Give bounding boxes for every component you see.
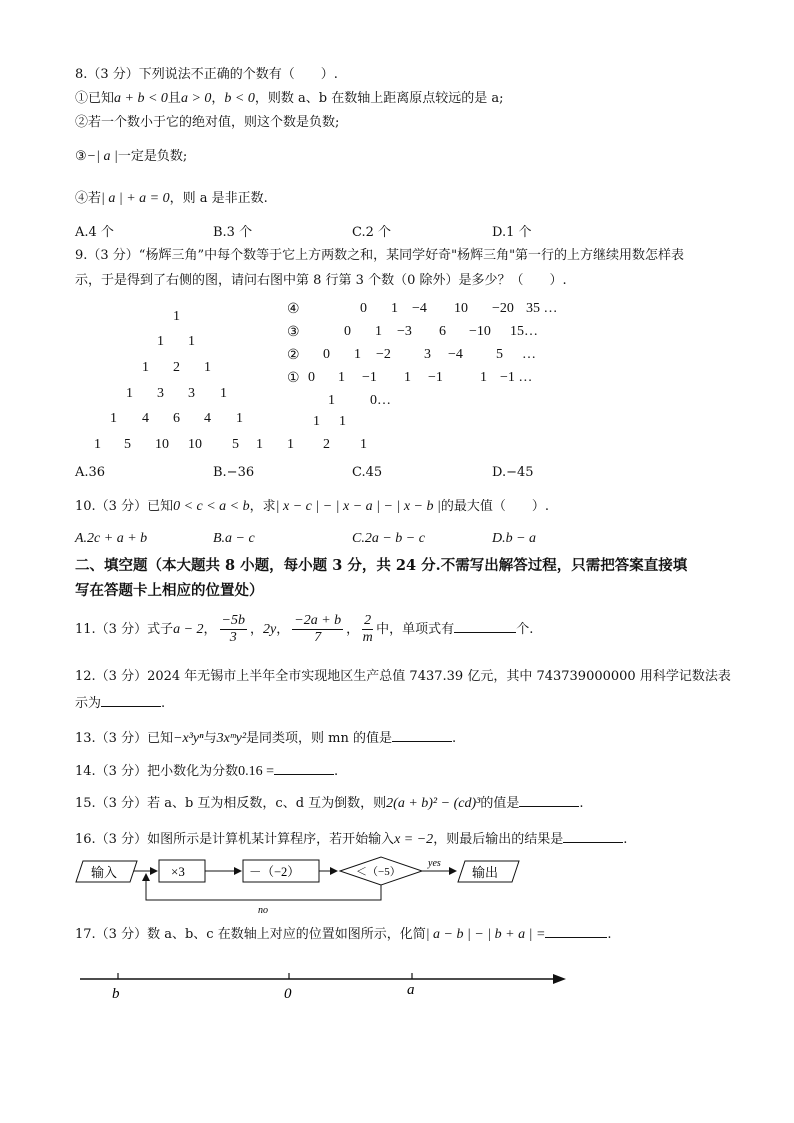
- section-2-heading-line-2: 写在答题卡上相应的位置处）: [75, 582, 264, 599]
- q9-option-c: C.45: [352, 465, 383, 480]
- tri-left-cell: 1: [157, 334, 164, 349]
- q10-stem: 10.（3 分）已知0 < c < a < b，求| x − c | − | x − a | − | x − b |的最大值（ ）.: [75, 499, 549, 514]
- tri-left-cell: 10: [188, 437, 202, 452]
- fraction: $\frac{-2a + b}{7}$: [294, 613, 342, 645]
- tri-right-cell: −3: [397, 324, 412, 339]
- tri-right-cell: −1 …: [500, 370, 533, 385]
- label-0: 0: [284, 986, 292, 1002]
- q12-line-1: 12.（3 分）2024 年无锡市上半年全市实现地区生产总值 7437.39 亿元，其中 743739000000 用科学记数法表: [75, 669, 731, 684]
- q8-statement-1: ①已知a + b < 0且a > 0，b < 0，则数 a、b 在数轴上距离原点较远的是 a;: [75, 91, 504, 106]
- q9-option-b: B.−36: [213, 465, 255, 480]
- flow-times-3-label: ×3: [171, 864, 185, 879]
- tri-right-cell: 0: [323, 347, 330, 362]
- tri-right-cell: −2: [376, 347, 391, 362]
- tri-right-cell: 0: [308, 370, 315, 385]
- section-2-heading-line-1: 二、填空题（本大题共 8 小题，每小题 3 分，共 24 分.不需写出解答过程，只需把答案直接填: [75, 557, 688, 574]
- q13: 13.（3 分）已知−x³yⁿ与3xᵐy²是同类项，则 mn 的值是 .: [75, 728, 456, 748]
- q11: 11.（3 分）式子a − 2， $\frac{-5b}{3}$ ，2y， $\frac{-2a + b}{7}$ ， $\frac{2}{m}$ 中，单项式有 个.: [75, 613, 534, 645]
- tri-right-cell: 1: [339, 414, 346, 429]
- q10-option-c: C.2a − b − c: [352, 531, 425, 546]
- flow-decision-label: ＜（−5）: [356, 866, 401, 878]
- tri-right-row-label: ①: [287, 371, 300, 386]
- tri-right-cell: −10: [469, 324, 491, 339]
- tri-right-cell: 2: [323, 437, 330, 452]
- tri-right-cell: 1: [480, 370, 487, 385]
- tri-left-cell: 1: [204, 360, 211, 375]
- q12-line-2: 示为 .: [75, 693, 165, 713]
- tri-left-cell: 1: [173, 309, 180, 324]
- q8-statement-3: ③−| a |一定是负数;: [75, 149, 188, 164]
- tri-right-row-label: ③: [287, 325, 300, 340]
- tri-right-cell: −4: [448, 347, 463, 362]
- tri-left-cell: 2: [173, 360, 180, 375]
- q8-option-c: C.2 个: [352, 225, 392, 240]
- label-a: a: [407, 982, 415, 998]
- label-b: b: [112, 986, 120, 1002]
- tri-left-cell: 3: [188, 386, 195, 401]
- q8-option-b: B.3 个: [213, 225, 253, 240]
- tri-right-row-label: ②: [287, 348, 300, 363]
- q9-stem-line-1: 9.（3 分）“杨辉三角”中每个数等于它上方两数之和，某同学好奇"杨辉三角"第一行的上方继续用数怎样表: [75, 248, 685, 263]
- tri-left-cell: 1: [256, 437, 263, 452]
- tri-left-cell: 1: [94, 437, 101, 452]
- q8-statement-2: ②若一个数小于它的绝对值，则这个数是负数;: [75, 115, 340, 130]
- q10-option-a: A.2c + a + b: [75, 531, 148, 546]
- q10-option-b: B.a − c: [213, 531, 255, 546]
- tri-right-cell: 1: [375, 324, 382, 339]
- tri-right-cell: 0: [344, 324, 351, 339]
- tri-right-cell: …: [522, 347, 536, 362]
- q8-option-d: D.1 个: [492, 225, 532, 240]
- tri-left-cell: 3: [157, 386, 164, 401]
- tri-right-cell: 35 …: [526, 301, 558, 316]
- q10-option-d: D.b − a: [492, 531, 537, 546]
- tri-right-cell: 1: [338, 370, 345, 385]
- tri-right-cell: 10: [454, 301, 468, 316]
- tri-left-cell: 1: [142, 360, 149, 375]
- flow-yes-label: yes: [428, 858, 441, 869]
- tri-left-cell: 1: [220, 386, 227, 401]
- flow-output-label: 输出: [472, 865, 499, 880]
- q8-stem: 8.（3 分）下列说法不正确的个数有（ ）.: [75, 67, 338, 82]
- tri-right-cell: 6: [439, 324, 446, 339]
- tri-right-cell: 1: [328, 393, 335, 408]
- tri-left-cell: 1: [188, 334, 195, 349]
- tri-left-cell: 1: [236, 411, 243, 426]
- tri-right-cell: 1: [404, 370, 411, 385]
- q17: 17.（3 分）数 a、b、c 在数轴上对应的位置如图所示，化简| a − b | − | b + a | = .: [75, 924, 612, 944]
- number-line-arrowhead: [553, 974, 566, 984]
- tri-right-cell: 1: [360, 437, 367, 452]
- tri-left-cell: 4: [142, 411, 149, 426]
- q9-option-a: A.36: [75, 465, 106, 480]
- tri-right-cell: −1: [428, 370, 443, 385]
- q9-option-d: D.−45: [492, 465, 534, 480]
- flow-minus-label: －（−2）: [249, 865, 300, 879]
- flow-input-label: 输入: [91, 865, 118, 880]
- tri-left-cell: 6: [173, 411, 180, 426]
- q8-option-a: A.4 个: [75, 225, 114, 240]
- q9-stem-line-2: 示，于是得到了右侧的图，请问右图中第 8 行第 3 个数（0 除外）是多少？（ ）.: [75, 273, 567, 288]
- fraction: $\frac{2}{m}$: [362, 613, 373, 645]
- tri-right-cell: 1: [313, 414, 320, 429]
- flow-no-label: no: [258, 905, 268, 916]
- tri-right-cell: 0: [360, 301, 367, 316]
- q16: 16.（3 分）如图所示是计算机某计算程序，若开始输入x = −2，则最后输出的结果是 .: [75, 829, 627, 849]
- fraction: $\frac{-5b}{3}$: [221, 613, 245, 645]
- tri-right-cell: 3: [424, 347, 431, 362]
- q8-statement-4: ④若| a | + a = 0，则 a 是非正数.: [75, 191, 268, 206]
- tri-left-cell: 5: [124, 437, 131, 452]
- tri-right-cell: −1: [362, 370, 377, 385]
- tri-right-cell: 1: [354, 347, 361, 362]
- tri-right-row-label: ④: [287, 302, 300, 317]
- tri-left-cell: 5: [232, 437, 239, 452]
- q14: 14.（3 分）把小数化为分数0.16 = .: [75, 761, 338, 781]
- tri-left-cell: 10: [155, 437, 169, 452]
- tri-left-cell: 1: [110, 411, 117, 426]
- tri-right-cell: 0…: [370, 393, 391, 408]
- tri-left-cell: 4: [204, 411, 211, 426]
- tri-left-cell: 1: [126, 386, 133, 401]
- tri-right-cell: 15…: [510, 324, 538, 339]
- q15: 15.（3 分）若 a、b 互为相反数，c、d 互为倒数，则2(a + b)² − (cd)³的值是 .: [75, 793, 583, 813]
- tri-right-cell: 5: [496, 347, 503, 362]
- tri-right-cell: 1: [391, 301, 398, 316]
- tri-right-cell: −20: [492, 301, 514, 316]
- tri-right-cell: 1: [287, 437, 294, 452]
- tri-right-cell: −4: [412, 301, 427, 316]
